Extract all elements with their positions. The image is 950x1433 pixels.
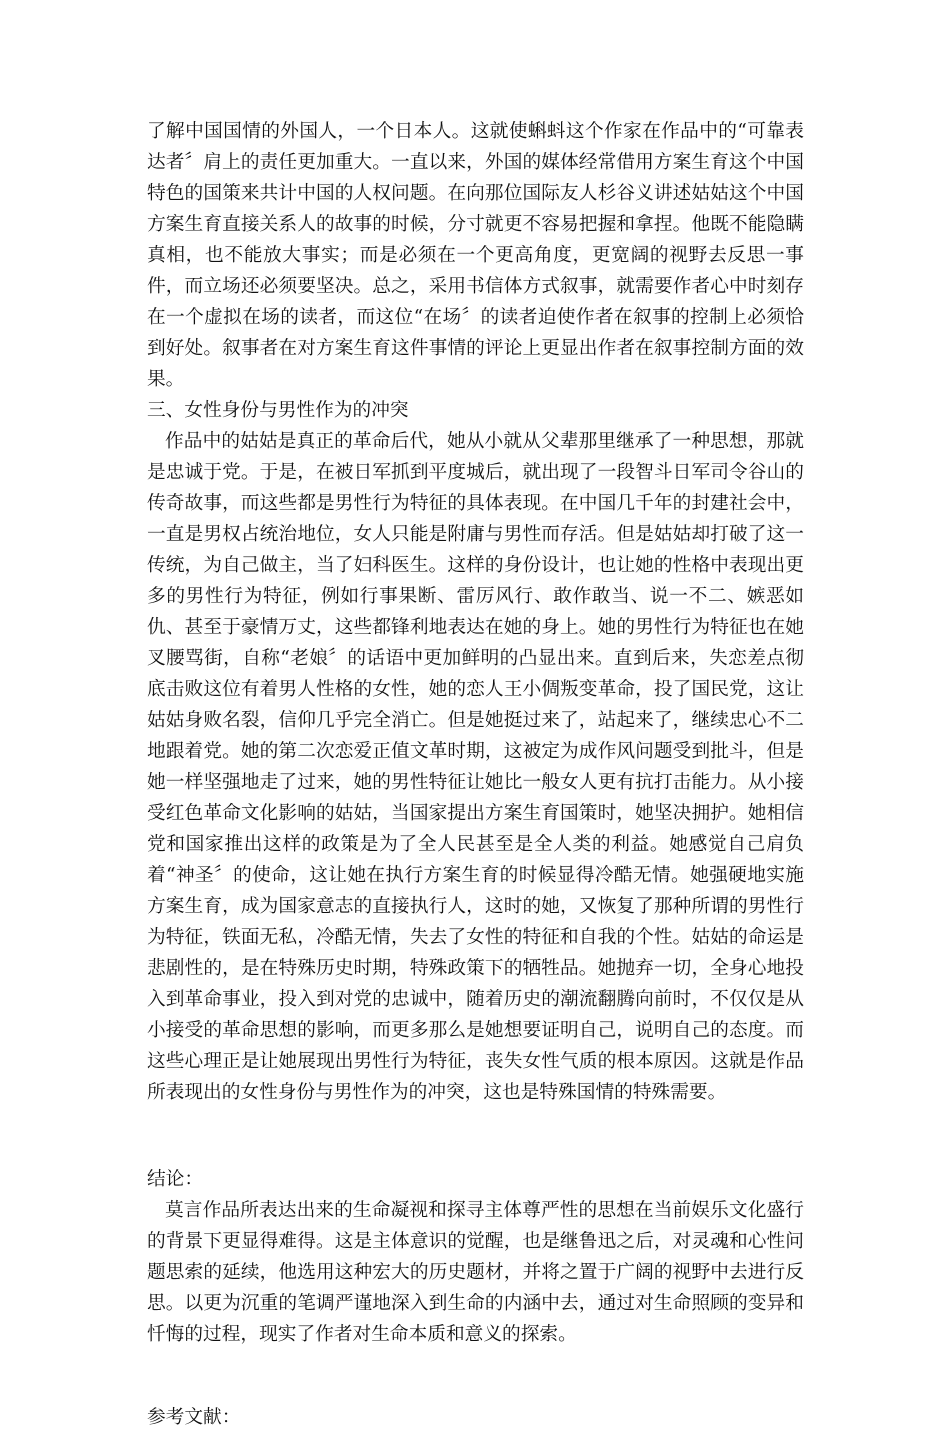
spacer <box>147 1108 804 1164</box>
conclusion-heading: 结论： <box>147 1169 204 1190</box>
references-heading: 参考文献： <box>147 1407 241 1428</box>
document-page <box>147 116 804 1433</box>
body-paragraph-intro: 了解中国国情的外国人，一个日本人。这就使蝌蚪这个作家在作品中的“可靠表达者〞肩上的责任更加重大。一直以来，外国的媒体经常借用方案生育这个中国特色的国策来共计中国的人权问题。在向那位国际友人杉谷义讲述姑姑这个中国方案生育直接关系人的故事的时候，分寸就更不容易把握和拿捏。他既不能隐瞒真相，也不能放大事实；而是必须在一个更高角度，更宽阔的视野去反思一事件，而立场还必须要坚决。总之，采用书信体方式叙事，就需要作者心中时刻存在一个虚拟在场的读者，而这位“在场〞的读者迫使作者在叙事的控制上必须恰到好处。叙事者在对方案生育这件事情的评论上更显出作者在叙事控制方面的效果。 <box>147 121 804 390</box>
body-paragraph-conclusion: 莫言作品所表达出来的生命凝视和探寻主体尊严性的思想在当前娱乐文化盛行的背景下更显得难得。这是主体意识的觉醒，也是继鲁迅之后，对灵魂和心性问题思索的延续，他选用这种宏大的历史题材，并将之置于广阔的视野中去进行反思。以更为沉重的笔调严谨地深入到生命的内涵中去，通过对生命照顾的变异和忏悔的过程，现实了作者对生命本质和意义的探索。 <box>147 1200 804 1345</box>
body-paragraph-gender-conflict: 作品中的姑姑是真正的革命后代，她从小就从父辈那里继承了一种思想，那就是忠诚于党。于是，在被日军抓到平度城后，就出现了一段智斗日军司令谷山的传奇故事，而这些都是男性行为特征的具体表现。在中国几千年的封建社会中，一直是男权占统治地位，女人只能是附庸与男性而存活。但是姑姑却打破了这一传统，为自己做主，当了妇科医生。这样的身份设计，也让她的性格中表现出更多的男性行为特征，例如行事果断、雷厉风行、敢作敢当、说一不二、嫉恶如仇、甚至于豪情万丈，这些都锋利地表达在她的身上。她的男性行为特征也在她叉腰骂街，自称“老娘〞的话语中更加鲜明的凸显出来。直到后来，失恋差点彻底击败这位有着男人性格的女性，她的恋人王小倜叛变革命，投了国民党，这让姑姑身败名裂，信仰几乎完全消亡。但是她挺过来了，站起来了，继续忠心不二地跟着党。她的第二次恋爱正值文革时期，这被定为成作风问题受到批斗，但是她一样坚强地走了过来，她的男性特征让她比一般女人更有抗打击能力。从小接受红色革命文化影响的姑姑，当国家提出方案生育国策时，她坚决拥护。她相信党和国家推出这样的政策是为了全人民甚至是全人类的利益。她感觉自己肩负着“神圣〞的使命，这让她在执行方案生育的时候显得冷酷无情。她强硬地实施方案生育，成为国家意志的直接执行人，这时的她，又恢复了那种所谓的男性行为特征，铁面无私，冷酷无情，失去了女性的特征和自我的个性。姑姑的命运是悲剧性的，是在特殊历史时期，特殊政策下的牺牲品。她抛弃一切，全身心地投入到革命事业，投入到对党的忠诚中，随着历史的潮流翻腾向前时，不仅仅是从小接受的革命思想的影响，而更多那么是她想要证明自己，说明自己的态度。而这些心理正是让她展现出男性行为特征，丧失女性气质的根本原因。这就是作品所表现出的女性身份与男性作为的冲突，这也是特殊国情的特殊需要。 <box>147 431 804 1103</box>
section-heading-gender-conflict: 三、女性身份与男性作为的冲突 <box>147 400 409 421</box>
spacer <box>147 1350 804 1402</box>
